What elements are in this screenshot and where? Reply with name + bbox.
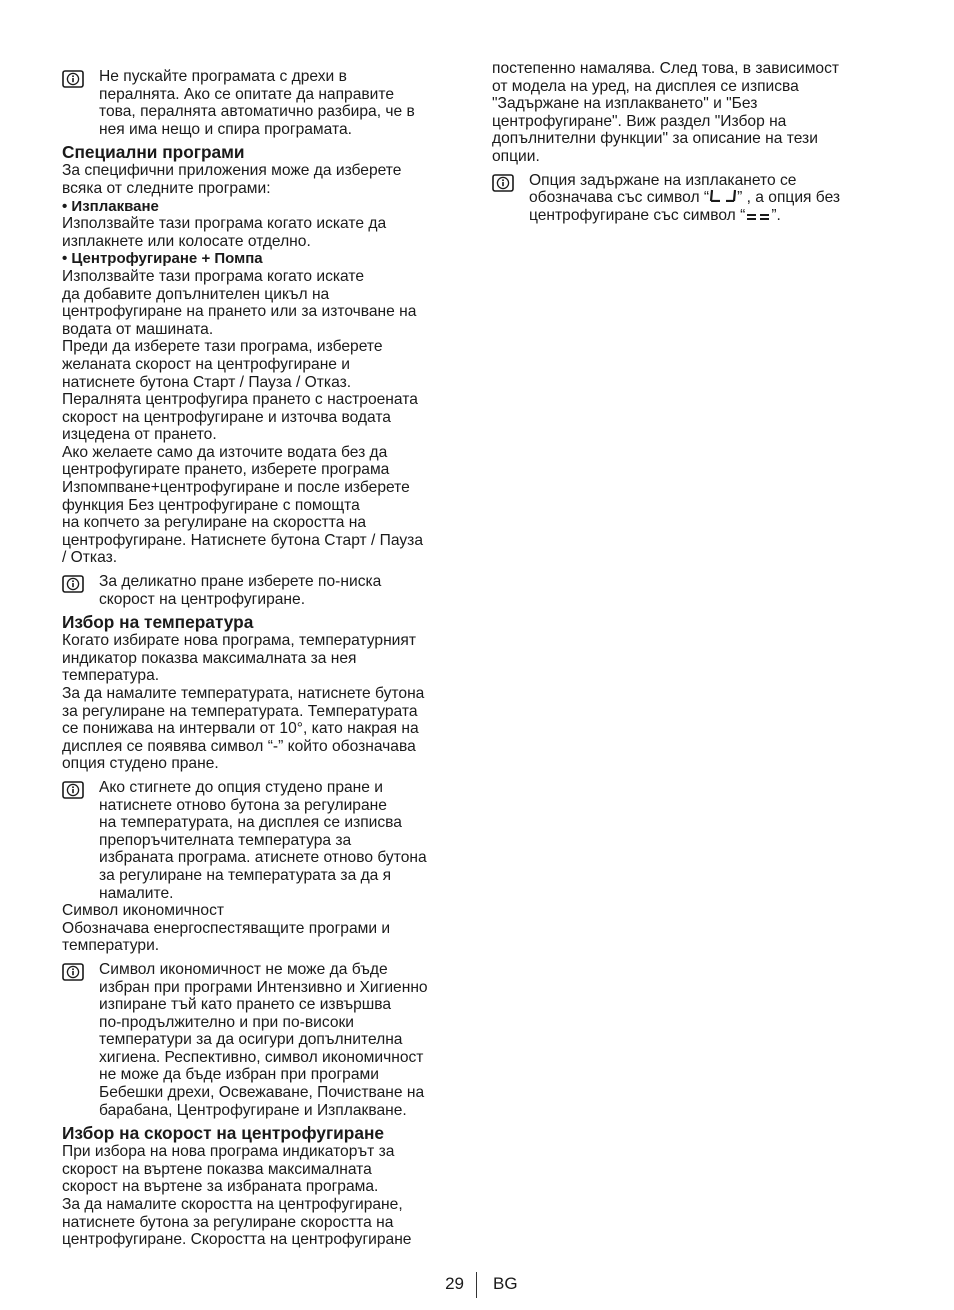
spin-speed-description: При избора на нова програма индикаторът за скорост на въртене показва максималната скорост на въртене за избраната програма. За да намалите скоростта на центрофугиране, натиснете бутона за регулиране скоростта на центрофугиране. Скоростта на центрофугиране: [62, 1143, 412, 1249]
page-footer: [0, 1272, 954, 1298]
info-note-cold-wash: [62, 779, 464, 902]
no-spin-symbol-icon: [745, 209, 771, 220]
rinse-description: Използвайте тази програма когато искате да изплакнете или колосате отделно.: [62, 215, 387, 250]
note-text-part-2: ” , а опция без центрофугиране със символ “: [529, 189, 841, 224]
note-text: Символ икономичност не може да бъде избран при програми Интензивно и Хигиенно изпиране тъй като прането се извършва по-продължително и при по-високи температури за да осигури допълнителна хигиена. Респективно, символ икономичност не може да бъде избран при програми Бебешки дрехи, Освежаване, Почистване на барабана, Центрофугиране и Изплакване.: [99, 960, 428, 1119]
info-note-rinse-hold: [492, 172, 882, 225]
heading-special-programs: Специални програми: [62, 142, 245, 163]
info-icon: [62, 781, 84, 799]
bullet-rinse: • Изплакване: [62, 197, 159, 215]
info-note-start-with-laundry: [62, 68, 464, 138]
note-text: За деликатно пране изберете по-ниска скорост на центрофугиране.: [99, 573, 382, 608]
right-column: [492, 60, 882, 224]
bullet-spin-pump: • Центрофугиране + Помпа: [62, 250, 263, 268]
info-note-eco-symbol: [62, 961, 464, 1119]
info-note-delicate: [62, 573, 464, 608]
temperature-description: Когато избирате нова програма, температурният индикатор показва максималната за нея температура. За да намалите температурата, натиснете бутона за регулиране на температурата. Температурата се понижава на интервали от 10°, като накрая на дисплея се появява символ “-” който обозначава опция студено пране.: [62, 632, 425, 773]
page-number: 29: [445, 1274, 464, 1293]
note-text-part-3: ”.: [771, 206, 781, 224]
special-programs-intro: За специфични приложения може да изберете всяка от следните програми:: [62, 162, 402, 197]
info-icon: [62, 70, 84, 88]
heading-spin-speed: Избор на скорост на центрофугиране: [62, 1123, 385, 1144]
heading-temperature-selection: Избор на температура: [62, 612, 254, 633]
note-text: [529, 172, 882, 225]
footer-divider: [476, 1272, 477, 1298]
info-icon: [492, 174, 514, 192]
rinse-hold-symbol-icon: [709, 189, 737, 202]
note-text: Не пускайте програмата с дрехи в пералнята. Ако се опитате да направите това, пералнята автоматично разбира, че в нея има нещо и спира програмата.: [99, 68, 415, 138]
info-icon: [62, 575, 84, 593]
info-icon: [62, 963, 84, 981]
continued-text: постепенно намалява. След това, в зависимост от модела на уред, на дисплея се изписва "Задържане на изплакването" и "Без центрофугиране". Виж раздел "Избор на допълнителни функции" за описание на тези опции.: [492, 60, 840, 165]
note-text: Ако стигнете до опция студено пране и натиснете отново бутона за регулиране на температурата, на дисплея се изписва препоръчителната температура за избраната програма. атиснете отново бутона за регулиране на температурата за да я намалите.: [99, 778, 427, 902]
spin-pump-description: Използвайте тази програма когато искате да добавите допълнителен цикъл на центрофугиране на прането или за източване на водата от машината. Преди да изберете тази програма, изберете желаната скорост на центрофугиране и натиснете бутона Старт / Пауза / Отказ. Пералнята центрофугира прането с настроената скорост на центрофугиране и източва водата изцедена от прането. Ако желаете само да източите водата без да центрофугирате прането, изберете програма Изпомпване+центрофугиране и после изберете функция Без центрофугиране с помощта на копчето за регулиране на скоростта на центрофугиране. Натиснете бутона Старт / Пауза / Отказ.: [62, 267, 423, 567]
note-text-part-1: Опция задържане на изплакането се обозначава със символ “: [529, 171, 797, 207]
language-code: BG: [493, 1274, 518, 1293]
eco-symbol-description: Символ икономичност Обозначава енергоспестяващите програми и температури.: [62, 902, 391, 955]
left-column: [62, 68, 464, 1249]
